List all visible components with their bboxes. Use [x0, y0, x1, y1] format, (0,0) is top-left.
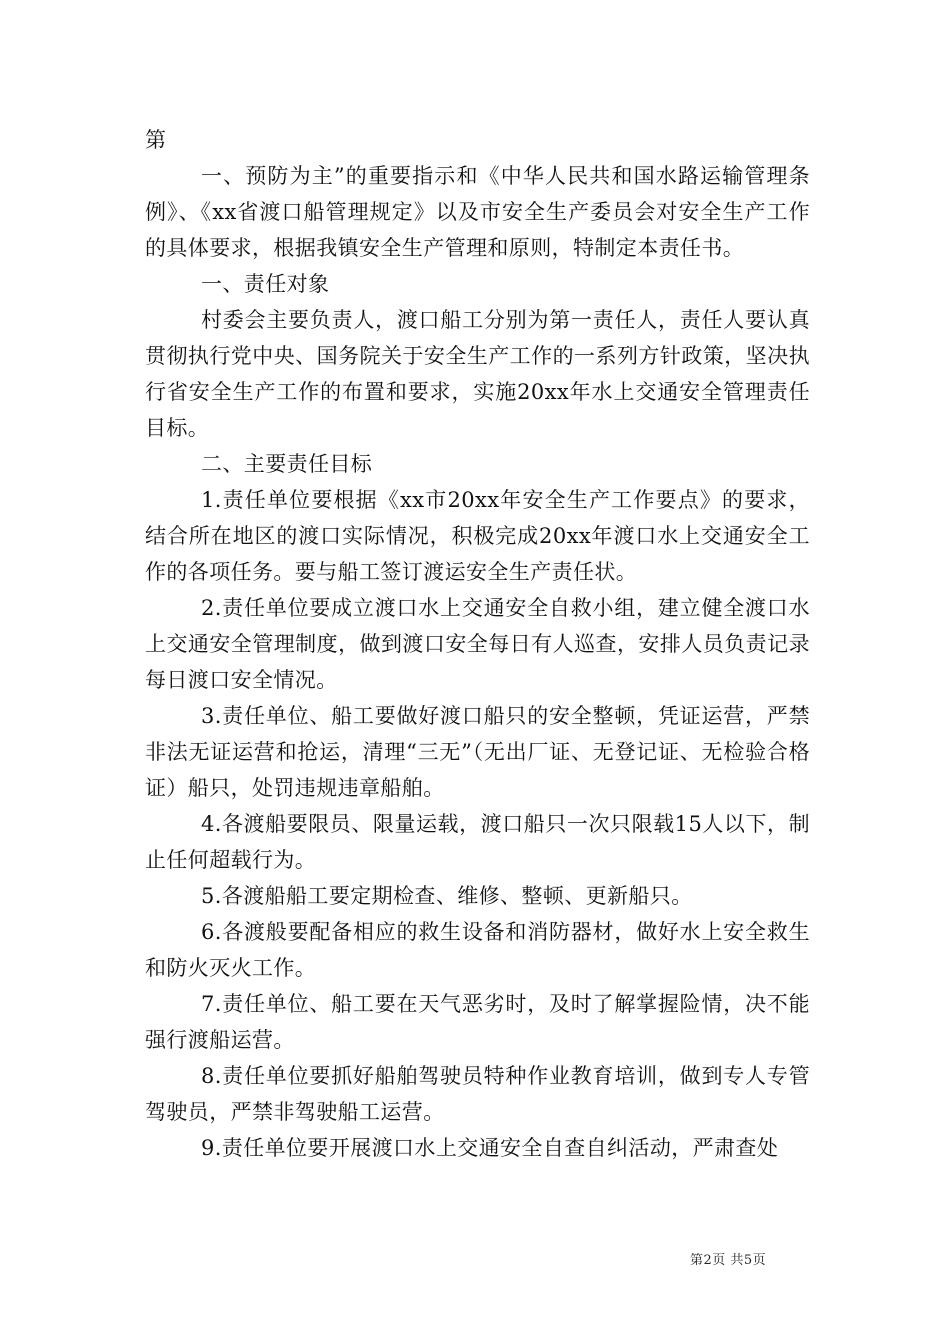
paragraph-responsible-party: 村委会主要负责人，渡口船工分别为第一责任人，责任人要认真贯彻执行党中央、国务院关于安全生产工作的一系列方针政策，坚决执行省安全生产工作的布置和要求，实施20xx年水上交通安全管理责任目标。: [145, 308, 810, 440]
document-body: [145, 122, 810, 1166]
goal-item-8: 8.责任单位要抓好船舶驾驶员特种作业教育培训，做到专人专管驾驶员，严禁非驾驶船工运营。: [145, 1064, 810, 1124]
goal-item-5: 5.各渡船船工要定期检查、维修、整顿、更新船只。: [201, 884, 693, 908]
goal-item-7: 7.责任单位、船工要在天气恶劣时，及时了解掌握险情，决不能强行渡船运营。: [145, 992, 810, 1052]
goal-item-6: 6.各渡般要配备相应的救生设备和消防器材，做好水上安全救生和防火灭火工作。: [145, 920, 810, 980]
goal-item-3: 3.责任单位、船工要做好渡口船只的安全整顿，凭证运营，严禁非法无证运营和抢运，清理“三无”（无出厂证、无登记证、无检验合格证）船只，处罚违规违章船舶。: [145, 704, 810, 800]
paragraph-intro: 一、预防为主”的重要指示和《中华人民共和国水路运输管理条例》、《xx省渡口船管理规定》以及市安全生产委员会对安全生产工作的具体要求，根据我镇安全生产管理和原则，特制定本责任书。: [145, 164, 810, 260]
goal-item-1: 1.责任单位要根据《xx市20xx年安全生产工作要点》的要求，结合所在地区的渡口实际情况，积极完成20xx年渡口水上交通安全工作的各项任务。要与船工签订渡运安全生产责任状。: [145, 488, 810, 584]
section-heading-responsible-party: 一、责任对象: [201, 272, 330, 296]
goal-item-2: 2.责任单位要成立渡口水上交通安全自救小组，建立健全渡口水上交通安全管理制度，做到渡口安全每日有人巡查，安排人员负责记录每日渡口安全情况。: [145, 596, 810, 692]
section-heading-main-goals: 二、主要责任目标: [201, 452, 373, 476]
goal-item-4: 4.各渡船要限员、限量运载，渡口船只一次只限载15人以下，制止任何超载行为。: [145, 812, 810, 872]
goal-item-9: 9.责任单位要开展渡口水上交通安全自查自纠活动，严肃查处: [201, 1136, 779, 1160]
paragraph-heading-fragment: 第: [145, 128, 167, 152]
page-number-footer: 第2页 共5页: [690, 1253, 767, 1268]
